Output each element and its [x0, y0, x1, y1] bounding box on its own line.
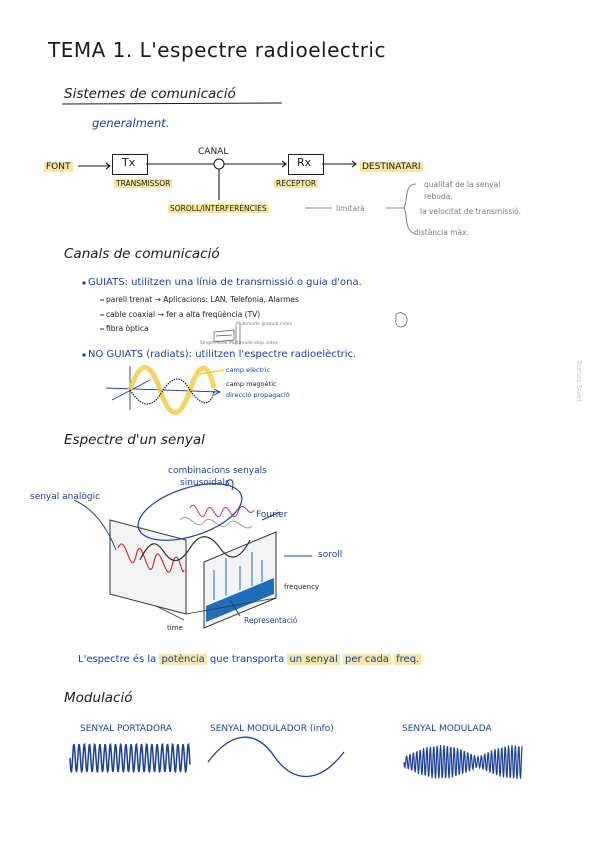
fibre-sketch — [214, 313, 407, 345]
limit-qualitat: qualitat de la senyal — [424, 180, 501, 189]
receptor-label: RECEPTOR — [276, 179, 317, 188]
modulating-wave — [208, 737, 344, 776]
portadora-label: SENYAL PORTADORA — [80, 724, 173, 734]
canal-label: CANAL — [198, 147, 229, 157]
channel-node — [214, 159, 224, 169]
spectrum-figure — [74, 472, 312, 628]
font-label: FONT — [46, 162, 71, 172]
axis-frequency: frequency — [284, 583, 320, 591]
wave-label-direction: direcció propagació — [226, 391, 290, 399]
wave-label-magnetic: camp magnètic — [226, 380, 277, 388]
annot-combinacions-2: sinusoidals — [180, 478, 230, 488]
fibra-label-3: Single Mode — [200, 341, 228, 346]
moduladora-label: SENYAL MODULADOR (info) — [210, 724, 334, 734]
axis-time: time — [167, 624, 183, 632]
annot-fourier: Fourier — [256, 510, 288, 520]
espectre-definition: L'espectre és la potència que transporta un senyal per cada freq. — [78, 654, 420, 665]
annot-combinacions-1: combinacions senyals — [168, 466, 267, 476]
carrier-wave — [70, 744, 190, 772]
limitara-label: limitarà — [336, 204, 365, 213]
annot-senyal-analogic: senyal analògic — [30, 492, 101, 502]
limit-distancia: distància màx. — [414, 228, 469, 237]
tx-label: Tx — [122, 156, 136, 169]
guiat-item-2: cable coaxial → fer a alta freqüència (TV) — [106, 310, 261, 319]
bullets — [82, 281, 85, 356]
page-title: TEMA 1. L'espectre radioelectric — [48, 38, 386, 62]
annot-representacio: Representació — [244, 616, 298, 625]
guiats-text: GUIATS: utilitzen una línia de transmissió o guia d'ona. — [88, 277, 362, 288]
watermark: Tomas Soler — [575, 360, 583, 403]
guiat-item-3: fibra òptica — [106, 324, 149, 333]
em-wave-icon — [106, 366, 224, 413]
soroll-label: SOROLL/INTERFERÈNCIES — [170, 204, 267, 213]
annot-soroll: soroll — [318, 550, 343, 560]
sub-bullets — [100, 300, 104, 329]
limit-velocitat: la velocitat de transmissió. — [420, 207, 522, 216]
fibra-label-1: Multimode gradual index — [236, 322, 293, 327]
section-modulacio: Modulació — [64, 690, 133, 706]
rx-label: Rx — [297, 156, 312, 169]
wave-label-electric: camp elèctric — [226, 366, 271, 374]
fibra-label-2: Multimode step index — [229, 341, 278, 346]
transmissor-label: TRANSMISSOR — [116, 179, 171, 188]
block-diagram-arrows — [78, 159, 416, 234]
section-sistemes: Sistemes de comunicació — [64, 86, 236, 102]
modulada-label: SENYAL MODULADA — [402, 724, 492, 734]
generalment-label: generalment. — [92, 116, 170, 130]
guiat-item-1: parell trenat → Aplicacions: LAN, Telefonia, Alarmes — [106, 295, 299, 304]
modulated-wave — [404, 745, 522, 779]
destinatari-label: DESTINATARI — [362, 162, 421, 172]
limit-rebuda: rebuda. — [424, 192, 453, 201]
section-underlines — [62, 103, 282, 104]
section-espectre: Espectre d'un senyal — [64, 432, 205, 448]
no-guiats-text: NO GUIATS (radiats): utilitzen l'espectre radioelèctric. — [88, 349, 357, 360]
section-canals: Canals de comunicació — [64, 246, 220, 262]
